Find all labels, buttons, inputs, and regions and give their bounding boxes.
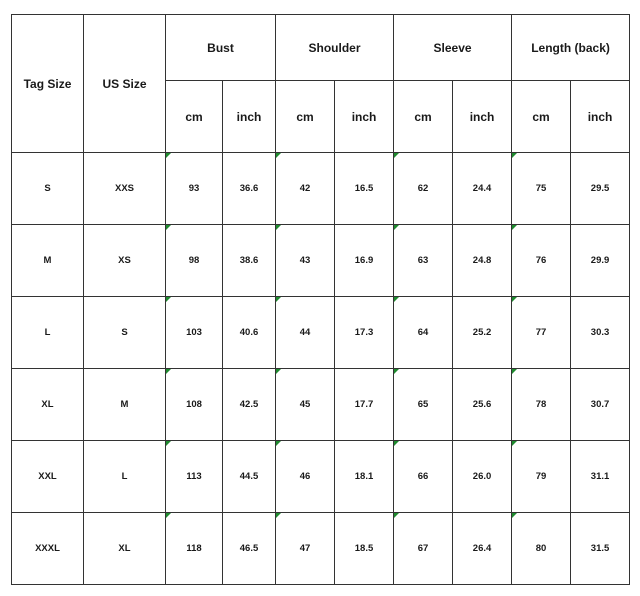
unit-header: inch bbox=[335, 81, 394, 153]
us-size-cell: XS bbox=[84, 225, 166, 297]
measurement-cell: 31.1 bbox=[571, 441, 630, 513]
measurement-cell: 44 bbox=[276, 297, 335, 369]
measurement-cell: 76 bbox=[512, 225, 571, 297]
measurement-cell: 42.5 bbox=[223, 369, 276, 441]
measurement-cell: 43 bbox=[276, 225, 335, 297]
us-size-cell: L bbox=[84, 441, 166, 513]
measurement-cell: 18.1 bbox=[335, 441, 394, 513]
table-row bbox=[12, 297, 630, 369]
unit-header: cm bbox=[166, 81, 223, 153]
measurement-cell: 31.5 bbox=[571, 513, 630, 585]
measurement-cell: 18.5 bbox=[335, 513, 394, 585]
unit-header: inch bbox=[571, 81, 630, 153]
measurement-cell: 24.4 bbox=[453, 153, 512, 225]
measurement-cell: 25.6 bbox=[453, 369, 512, 441]
tag-size-cell: XL bbox=[12, 369, 84, 441]
measurement-cell: 45 bbox=[276, 369, 335, 441]
shoulder-header: Shoulder bbox=[276, 15, 394, 81]
measurement-cell: 79 bbox=[512, 441, 571, 513]
measurement-cell: 118 bbox=[166, 513, 223, 585]
measurement-cell: 17.3 bbox=[335, 297, 394, 369]
measurement-cell: 47 bbox=[276, 513, 335, 585]
measurement-cell: 46 bbox=[276, 441, 335, 513]
us-size-cell: M bbox=[84, 369, 166, 441]
tag-size-cell: S bbox=[12, 153, 84, 225]
measurement-cell: 66 bbox=[394, 441, 453, 513]
measurement-cell: 44.5 bbox=[223, 441, 276, 513]
measurement-cell: 30.3 bbox=[571, 297, 630, 369]
us-size-cell: S bbox=[84, 297, 166, 369]
measurement-cell: 40.6 bbox=[223, 297, 276, 369]
measurement-cell: 64 bbox=[394, 297, 453, 369]
tag-size-cell: M bbox=[12, 225, 84, 297]
unit-header: cm bbox=[512, 81, 571, 153]
tag-size-cell: L bbox=[12, 297, 84, 369]
sleeve-header: Sleeve bbox=[394, 15, 512, 81]
us-size-header: US Size bbox=[84, 15, 166, 153]
table-row bbox=[12, 225, 630, 297]
measurement-cell: 108 bbox=[166, 369, 223, 441]
tag-size-header: Tag Size bbox=[12, 15, 84, 153]
measurement-cell: 26.4 bbox=[453, 513, 512, 585]
unit-header: cm bbox=[394, 81, 453, 153]
tag-size-cell: XXL bbox=[12, 441, 84, 513]
measurement-cell: 16.9 bbox=[335, 225, 394, 297]
table-row bbox=[12, 153, 630, 225]
unit-header: inch bbox=[223, 81, 276, 153]
us-size-cell: XL bbox=[84, 513, 166, 585]
unit-header: inch bbox=[453, 81, 512, 153]
measurement-cell: 98 bbox=[166, 225, 223, 297]
measurement-cell: 93 bbox=[166, 153, 223, 225]
measurement-cell: 113 bbox=[166, 441, 223, 513]
measurement-cell: 29.5 bbox=[571, 153, 630, 225]
bust-header: Bust bbox=[166, 15, 276, 81]
tag-size-cell: XXXL bbox=[12, 513, 84, 585]
header-row-groups bbox=[12, 15, 630, 81]
length-back-header: Length (back) bbox=[512, 15, 630, 81]
table-row bbox=[12, 441, 630, 513]
measurement-cell: 77 bbox=[512, 297, 571, 369]
measurement-cell: 62 bbox=[394, 153, 453, 225]
size-chart-table bbox=[11, 14, 630, 585]
measurement-cell: 65 bbox=[394, 369, 453, 441]
measurement-cell: 38.6 bbox=[223, 225, 276, 297]
measurement-cell: 78 bbox=[512, 369, 571, 441]
measurement-cell: 24.8 bbox=[453, 225, 512, 297]
measurement-cell: 63 bbox=[394, 225, 453, 297]
table-row bbox=[12, 369, 630, 441]
us-size-cell: XXS bbox=[84, 153, 166, 225]
measurement-cell: 25.2 bbox=[453, 297, 512, 369]
measurement-cell: 42 bbox=[276, 153, 335, 225]
measurement-cell: 29.9 bbox=[571, 225, 630, 297]
unit-header: cm bbox=[276, 81, 335, 153]
measurement-cell: 17.7 bbox=[335, 369, 394, 441]
measurement-cell: 103 bbox=[166, 297, 223, 369]
measurement-cell: 30.7 bbox=[571, 369, 630, 441]
table-row bbox=[12, 513, 630, 585]
measurement-cell: 36.6 bbox=[223, 153, 276, 225]
measurement-cell: 80 bbox=[512, 513, 571, 585]
measurement-cell: 75 bbox=[512, 153, 571, 225]
measurement-cell: 26.0 bbox=[453, 441, 512, 513]
measurement-cell: 67 bbox=[394, 513, 453, 585]
measurement-cell: 46.5 bbox=[223, 513, 276, 585]
measurement-cell: 16.5 bbox=[335, 153, 394, 225]
